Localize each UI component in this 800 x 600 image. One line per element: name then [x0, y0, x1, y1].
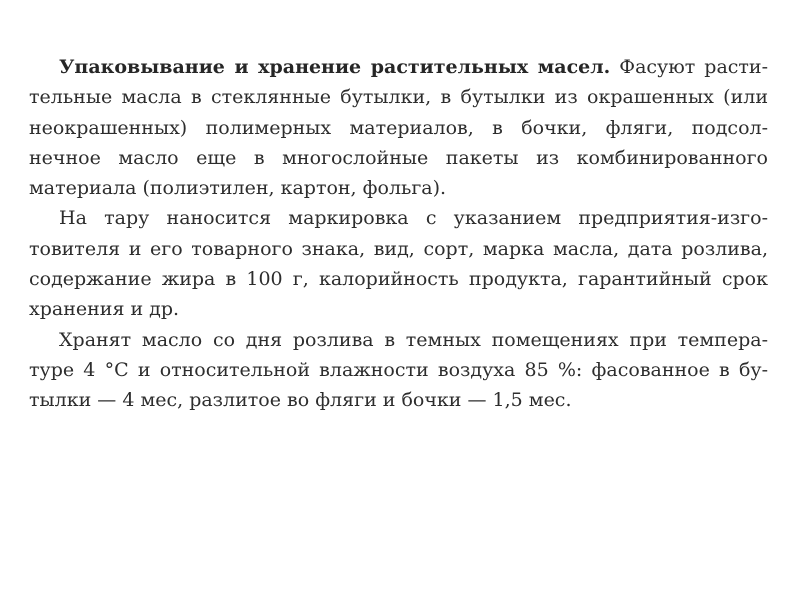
paragraph-3-line-1: Хранят масло со дня розлива в темных помещениях при темпера-: [59, 328, 768, 351]
paragraph-1-line-5: материала (полиэтилен, картон, фольга).: [29, 177, 447, 200]
paragraph-2-line-3: содержание жира в 100 г, калорийность продукта, гарантийный срок: [29, 268, 768, 291]
section-heading: Упаковывание и хранение растительных масел.: [59, 56, 611, 78]
paragraph-1-line-4: нечное масло еще в многослойные пакеты из комбинированного: [29, 146, 768, 169]
paragraph-2-line-1: На тару наносится маркировка с указанием предприятия-изго-: [59, 207, 768, 230]
body-text: [29, 52, 768, 416]
paragraph-1-line-1-text: Фасуют расти-: [610, 56, 769, 78]
paragraph-3-line-3: тылки — 4 мес, разлитое во фляги и бочки — 1,5 мес.: [29, 389, 572, 412]
paragraph-1-line-2: тельные масла в стеклянные бутылки, в бутылки из окрашенных (или: [29, 86, 768, 109]
paragraph-3-line-2: туре 4 °С и относительной влажности воздуха 85 %: фасованное в бу-: [29, 358, 768, 381]
paragraph-1-line-1: [29, 52, 768, 82]
paragraph-2-line-2: товителя и его товарного знака, вид, сорт, марка масла, дата розлива,: [29, 237, 768, 260]
paragraph-2-line-4: хранения и др.: [29, 298, 180, 321]
paragraph-1-line-3: неокрашенных) полимерных материалов, в бочки, фляги, подсол-: [29, 116, 768, 139]
